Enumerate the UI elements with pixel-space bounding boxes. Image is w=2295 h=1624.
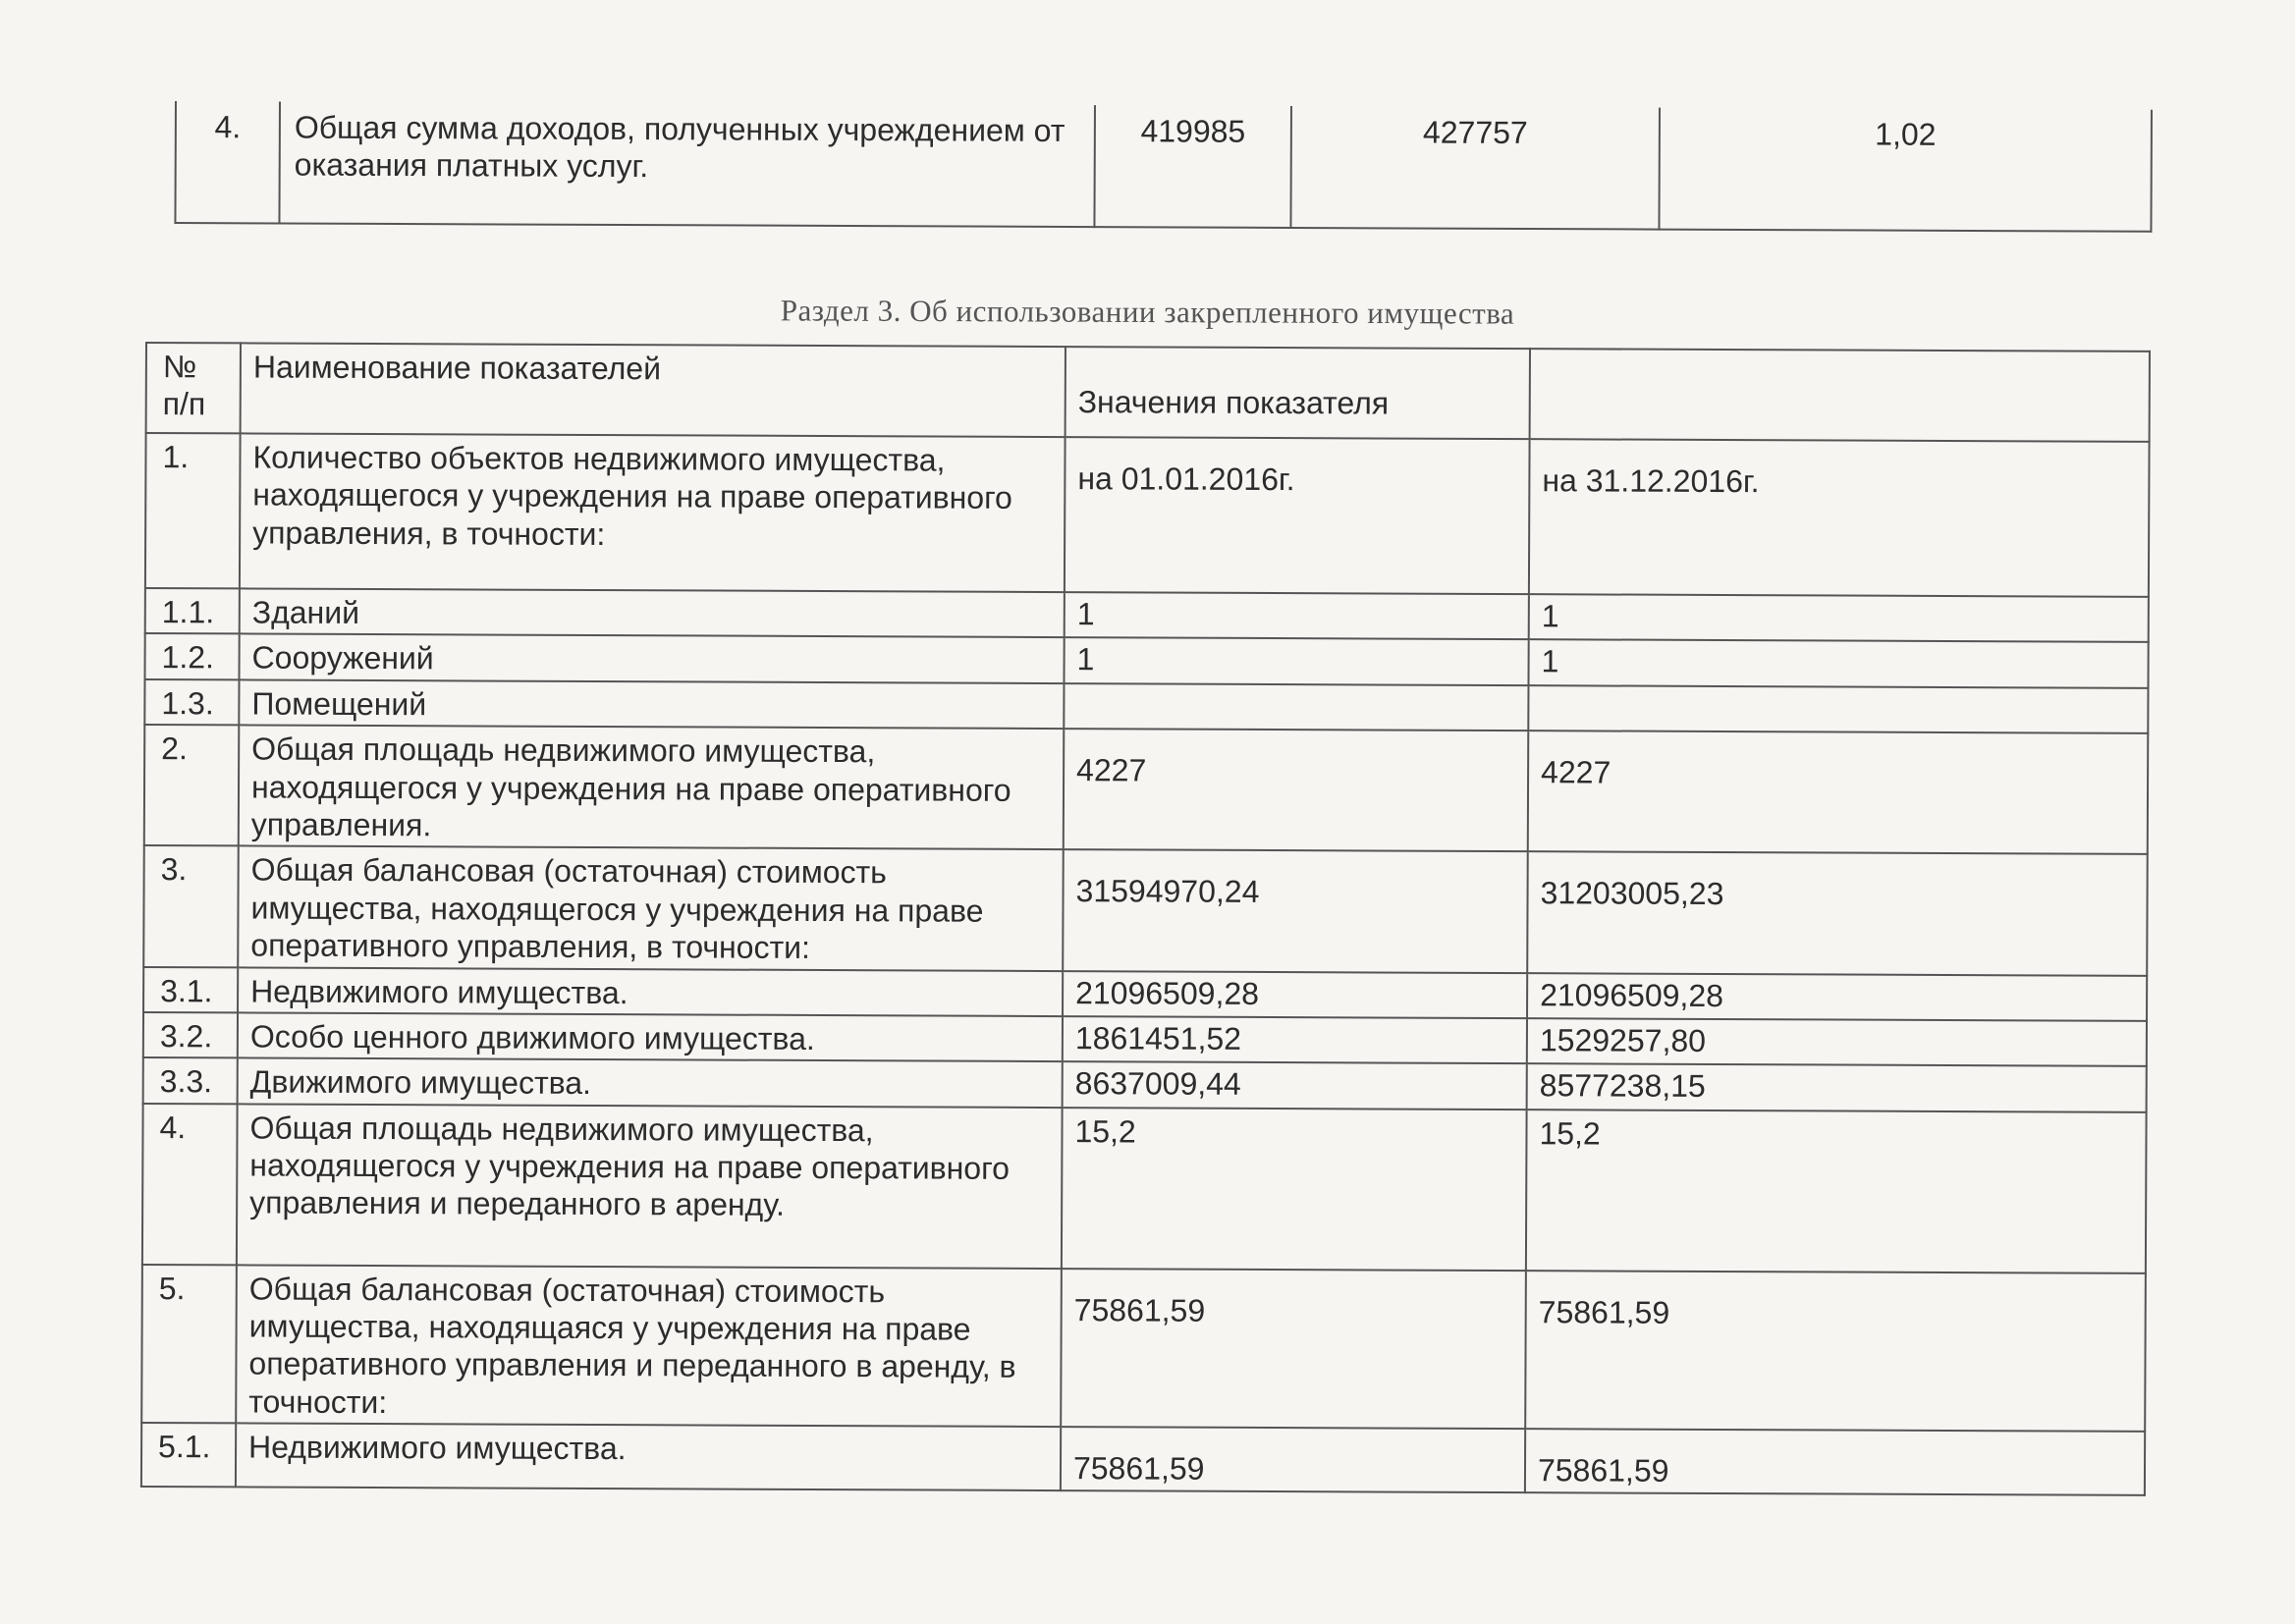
indicator-name: Недвижимого имущества. [236, 1424, 1061, 1490]
indicator-name: Общая площадь недвижимого имущества, находящегося у учреждения на праве оперативного управления. [239, 726, 1065, 850]
indicator-name: Общая балансовая (остаточная) стоимость имущества, находящегося у учреждения на праве оперативного управления, в точности: [238, 846, 1064, 971]
row-number: 4. [175, 101, 280, 223]
row-number: 5. [141, 1265, 237, 1424]
property-table [140, 342, 2151, 1496]
value-end: 1 [1528, 640, 2148, 688]
indicator-name: Общая площадь недвижимого имущества, находящегося у учреждения на праве оперативного управления и переданного в аренду. [237, 1104, 1063, 1269]
value-end: 8577238,15 [1527, 1063, 2147, 1111]
value-start [1064, 683, 1528, 731]
indicator-name: Сооружений [239, 634, 1064, 683]
indicator-name: Особо ценного движимого имущества. [238, 1012, 1063, 1061]
row-number: 3.1. [143, 967, 238, 1013]
indicator-name: Общая балансовая (остаточная) стоимость имущества, находящаяся у учреждения на праве оперативного управления и переданного в аренду, в точности: [236, 1265, 1062, 1427]
value-cell: 419985 [1094, 105, 1291, 228]
value-start: 75861,59 [1061, 1427, 1525, 1491]
table-row [143, 845, 2148, 975]
indicator-name: Движимого имущества. [238, 1058, 1063, 1108]
row-number: 4. [142, 1104, 238, 1265]
value-start: 75861,59 [1061, 1269, 1526, 1430]
indicator-name: Помещений [239, 679, 1064, 729]
table-row [175, 101, 2152, 232]
table-row [144, 725, 2149, 854]
row-number: 1.1. [145, 588, 240, 634]
header-name: Наименование показателей [241, 343, 1066, 437]
value-start: 31594970,24 [1063, 849, 1528, 972]
header-num: № п/п [146, 343, 241, 433]
row-number: 2. [144, 725, 240, 846]
value-start: 15,2 [1062, 1108, 1527, 1271]
indicator-name: Количество объектов недвижимого имущества, находящегося у учреждения на праве оперативного управления, в точности: [240, 433, 1066, 592]
row-number: 1. [145, 433, 241, 588]
section-title: Раздел 3. Об использовании закрепленного имущества [780, 293, 1515, 331]
value-end: 1 [1529, 594, 2149, 642]
value-end: 21096509,28 [1527, 973, 2147, 1021]
value-start: 1 [1064, 637, 1528, 684]
value-start: 4227 [1064, 729, 1529, 851]
value-start: 21096509,28 [1063, 971, 1527, 1018]
value-end: 4227 [1528, 731, 2149, 854]
row-number: 3.3. [143, 1057, 238, 1104]
header-row [146, 343, 2150, 442]
value-end: 1529257,80 [1527, 1018, 2147, 1066]
table-row [141, 1265, 2146, 1432]
value-end: 31203005,23 [1527, 851, 2148, 975]
value-end: 75861,59 [1525, 1429, 2145, 1494]
value-cell: 427757 [1290, 106, 1660, 230]
value-end: на 31.12.2016г. [1529, 439, 2150, 597]
value-start: 8637009,44 [1063, 1061, 1527, 1109]
value-end: 15,2 [1526, 1110, 2147, 1273]
header-empty [1530, 349, 2150, 442]
income-table [174, 101, 2153, 233]
value-end: 75861,59 [1525, 1271, 2146, 1432]
table-row [142, 1104, 2147, 1273]
value-start: 1861451,52 [1063, 1016, 1527, 1063]
row-number: 1.2. [144, 633, 239, 679]
indicator-name: Зданий [240, 588, 1065, 637]
value-start: на 01.01.2016г. [1065, 437, 1530, 594]
value-cell: 1,02 [1659, 108, 2152, 232]
indicator-name: Недвижимого имущества. [238, 967, 1063, 1016]
table-row [145, 433, 2150, 597]
row-number: 5.1. [141, 1423, 236, 1487]
indicator-name: Общая сумма доходов, полученных учреждением от оказания платных услуг. [279, 101, 1095, 227]
row-number: 1.3. [144, 679, 239, 726]
value-start: 1 [1065, 592, 1529, 639]
table-row [141, 1423, 2145, 1494]
header-values: Значения показателя [1066, 347, 1530, 439]
value-end [1528, 685, 2148, 733]
row-number: 3. [143, 845, 239, 967]
row-number: 3.2. [143, 1012, 238, 1058]
